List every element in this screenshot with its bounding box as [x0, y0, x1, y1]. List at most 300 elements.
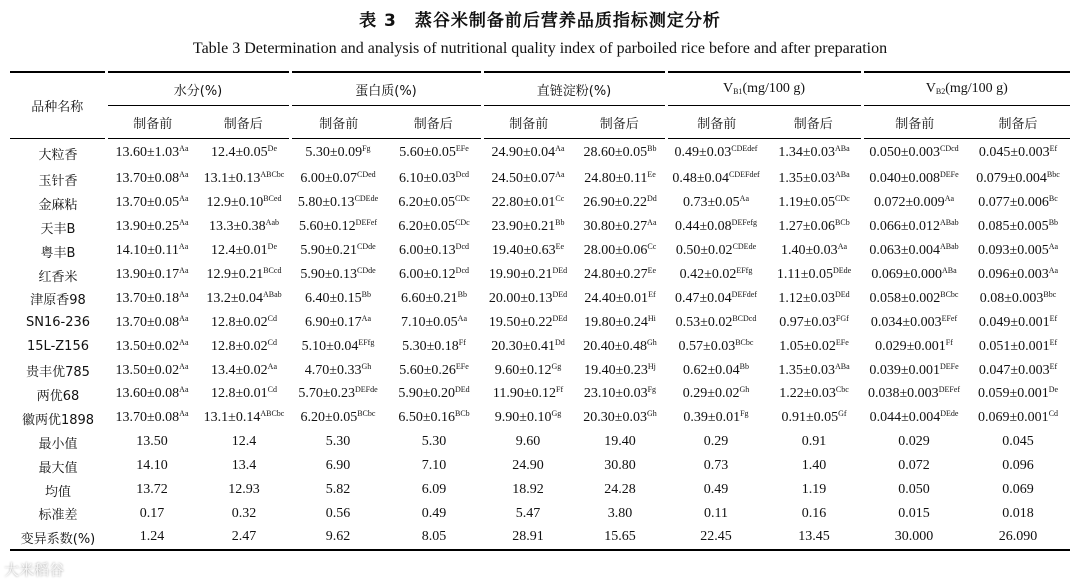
significance-letters: CDde	[357, 266, 376, 275]
mean-sd-value: 0.91±0.05	[781, 410, 839, 426]
mean-sd-value: 5.60±0.26	[399, 362, 456, 378]
mean-sd-value: 0.97±0.03	[779, 314, 836, 330]
variety-name-cell: SN16-236	[25, 315, 91, 331]
significance-letters: ABab	[940, 218, 959, 228]
mean-sd-value: 24.80±0.27	[583, 267, 648, 282]
vb1-symbol: V	[722, 81, 734, 96]
significance-letters: Aa	[179, 409, 189, 419]
amylose-after-cell	[574, 287, 666, 311]
mean-sd-value: 1.35±0.03	[778, 362, 836, 378]
mean-sd-value: 0.08±0.003	[979, 290, 1044, 306]
statistics-row	[10, 502, 1070, 526]
moisture-after-cell	[198, 191, 290, 215]
vb2-before-statistic-cell: 30.000	[862, 526, 966, 550]
significance-letters: Aa	[555, 170, 565, 180]
amylose-after-cell	[574, 311, 666, 335]
significance-letters: Aa	[179, 144, 189, 154]
mean-sd-value: 5.30±0.09	[305, 145, 363, 161]
mean-sd-value: 5.80±0.13	[297, 195, 355, 211]
vb1-before-header: 制备前	[666, 106, 766, 139]
mean-sd-value: 6.00±0.07	[300, 171, 357, 187]
mean-sd-value: 0.034±0.003	[870, 314, 942, 330]
protein-after-statistic-cell: 0.49	[421, 505, 447, 521]
moisture-before-cell	[106, 383, 198, 407]
mean-sd-value: 13.1±0.13	[203, 171, 261, 187]
significance-letters: BCbc	[357, 409, 376, 419]
significance-letters: Gg	[551, 361, 562, 371]
significance-letters: Ee	[555, 242, 565, 252]
statistic-name-cell: 最大值	[38, 460, 78, 476]
significance-letters: DEde	[940, 409, 959, 419]
vb1-before-cell	[666, 191, 766, 215]
vb2-after-cell	[966, 287, 1070, 311]
vb1-after-statistic-cell: 0.91	[801, 434, 827, 450]
vb2-before-statistic-cell: 0.015	[898, 505, 930, 521]
moisture-before-cell	[106, 239, 198, 263]
vb2-before-cell	[862, 359, 966, 383]
vb2-before-cell	[862, 406, 966, 430]
vb1-before-cell	[666, 168, 766, 192]
mean-sd-value: 19.50±0.22	[488, 314, 553, 330]
vb1-after-cell	[766, 239, 862, 263]
significance-letters: DEFef	[355, 218, 377, 228]
moisture-before-cell	[106, 359, 198, 383]
significance-letters: Cc	[555, 194, 565, 204]
table-row	[10, 263, 1070, 287]
significance-letters: Bb	[647, 144, 657, 154]
moisture-before-statistic-cell: 1.24	[106, 526, 198, 550]
moisture-after-cell	[198, 383, 290, 407]
watermark: 大米稻谷	[4, 561, 65, 579]
vb2-after-statistic-cell: 0.096	[1002, 458, 1034, 474]
amylose-after-statistic-cell: 15.65	[574, 526, 666, 550]
mean-sd-value: 1.19±0.05	[778, 195, 836, 211]
vb2-before-cell	[862, 239, 966, 263]
vb2-after-statistic-cell: 0.018	[1002, 505, 1034, 521]
significance-letters: Aa	[1048, 242, 1059, 252]
significance-letters: De	[267, 144, 277, 154]
mean-sd-value: 7.10±0.05	[400, 314, 458, 330]
mean-sd-value: 0.62±0.04	[682, 362, 740, 378]
amylose-before-cell	[482, 168, 574, 192]
protein-group-header: 蛋白质(%)	[290, 72, 482, 106]
mean-sd-value: 6.10±0.03	[398, 171, 456, 187]
moisture-after-cell	[198, 287, 290, 311]
amylose-before-cell	[482, 359, 574, 383]
mean-sd-value: 20.30±0.41	[491, 338, 555, 354]
amylose-after-cell	[574, 406, 666, 430]
mean-sd-value: 0.051±0.001	[978, 338, 1050, 354]
protein-before-header: 制备前	[290, 106, 386, 139]
vb1-before-cell	[666, 383, 766, 407]
significance-letters: DEFef	[938, 385, 961, 395]
vb1-subscript: B1	[733, 87, 743, 96]
moisture-after-cell	[198, 139, 290, 168]
mean-sd-value: 0.063±0.004	[869, 243, 941, 259]
significance-letters: Ee	[647, 170, 656, 180]
vb2-after-header: 制备后	[966, 106, 1070, 139]
moisture-after-cell	[198, 311, 290, 335]
significance-letters: Bb	[1048, 218, 1059, 228]
amylose-before-cell	[482, 139, 574, 168]
vb1-after-cell	[766, 139, 862, 168]
statistic-name-cell: 标准差	[38, 508, 78, 524]
mean-sd-value: 1.05±0.02	[779, 338, 836, 354]
amylose-after-statistic-cell: 3.80	[607, 505, 633, 521]
significance-letters: Aa	[944, 194, 955, 204]
moisture-after-cell	[198, 168, 290, 192]
protein-before-statistic-cell: 5.82	[325, 482, 351, 498]
significance-letters: Dcd	[455, 170, 469, 180]
vb2-before-cell	[862, 383, 966, 407]
mean-sd-value: 0.058±0.002	[869, 290, 941, 306]
moisture-after-cell	[198, 263, 290, 287]
significance-letters: Ef	[1049, 144, 1058, 154]
vb1-before-cell	[666, 359, 766, 383]
amylose-before-cell	[482, 287, 574, 311]
mean-sd-value: 13.70±0.08	[115, 410, 180, 426]
protein-after-statistic-cell: 8.05	[386, 526, 482, 550]
vb2-after-cell	[966, 139, 1070, 168]
statistics-row	[10, 454, 1070, 478]
vb2-after-cell	[966, 406, 1070, 430]
vb1-after-cell	[766, 359, 862, 383]
significance-letters: DEFdef	[731, 289, 757, 299]
protein-after-cell	[386, 215, 482, 239]
protein-before-statistic-cell: 9.62	[290, 526, 386, 550]
significance-letters: EFef	[941, 313, 958, 323]
amylose-before-cell	[482, 406, 574, 430]
vb2-before-cell	[862, 311, 966, 335]
amylose-before-cell	[482, 239, 574, 263]
significance-letters: Gh	[361, 361, 372, 371]
amylose-before-statistic-cell: 9.60	[515, 434, 541, 450]
significance-letters: ABa	[835, 170, 850, 180]
mean-sd-value: 0.50±0.02	[675, 243, 733, 259]
significance-letters: Ff	[458, 337, 466, 347]
significance-letters: Aa	[267, 361, 277, 371]
protein-after-statistic-cell: 6.09	[421, 482, 447, 498]
mean-sd-value: 26.90±0.22	[583, 195, 647, 211]
significance-letters: Aa	[179, 361, 189, 371]
mean-sd-value: 19.80±0.24	[584, 314, 648, 330]
vb1-before-statistic-cell: 0.29	[703, 434, 729, 450]
mean-sd-value: 13.4±0.02	[210, 362, 268, 378]
protein-before-cell	[290, 191, 386, 215]
significance-letters: Gh	[646, 409, 657, 419]
amylose-before-cell	[482, 263, 574, 287]
significance-letters: Aa	[837, 242, 848, 252]
protein-before-cell	[290, 139, 386, 168]
table-row	[10, 383, 1070, 407]
significance-letters: DEd	[455, 385, 470, 395]
mean-sd-value: 0.040±0.008	[869, 171, 941, 187]
amylose-before-statistic-cell: 18.92	[512, 482, 544, 498]
significance-letters: Aa	[179, 289, 189, 299]
protein-before-cell	[290, 359, 386, 383]
mean-sd-value: 30.80±0.27	[583, 219, 648, 235]
significance-letters: Aa	[179, 337, 189, 347]
mean-sd-value: 5.70±0.23	[298, 386, 355, 402]
significance-letters: CDc	[835, 194, 850, 204]
table-title-chinese: 表 3 蒸谷米制备前后营养品质指标测定分析	[359, 11, 721, 31]
statistic-name-cell: 最小值	[38, 436, 78, 452]
significance-letters: Fg	[362, 144, 371, 154]
significance-letters: Aa	[361, 313, 371, 323]
amylose-after-cell	[574, 239, 666, 263]
mean-sd-value: 1.34±0.03	[778, 145, 836, 161]
protein-after-cell	[386, 335, 482, 359]
statistics-row	[10, 526, 1070, 550]
mean-sd-value: 13.60±0.08	[115, 386, 180, 402]
mean-sd-value: 1.22±0.03	[779, 386, 836, 402]
moisture-before-statistic-cell: 0.17	[139, 505, 165, 521]
mean-sd-value: 24.80±0.11	[584, 171, 648, 187]
moisture-before-header: 制备前	[106, 106, 198, 139]
protein-before-statistic-cell: 6.90	[325, 458, 351, 474]
significance-letters: BCb	[835, 218, 850, 228]
mean-sd-value: 1.40±0.03	[781, 243, 838, 259]
protein-after-cell	[386, 139, 482, 168]
significance-letters: EFe	[455, 361, 469, 371]
significance-letters: Aa	[178, 242, 189, 252]
significance-letters: DEd	[552, 266, 568, 275]
variety-name-cell: 两优68	[36, 388, 80, 404]
mean-sd-value: 0.57±0.03	[678, 338, 736, 354]
mean-sd-value: 0.049±0.001	[978, 314, 1050, 330]
significance-letters: BCcd	[263, 266, 282, 275]
table-row	[10, 215, 1070, 239]
table-row	[10, 191, 1070, 215]
mean-sd-value: 0.47±0.04	[674, 290, 732, 306]
mean-sd-value: 1.27±0.06	[778, 219, 836, 235]
variety-name-cell: 津原香98	[30, 293, 86, 309]
amylose-after-cell	[574, 263, 666, 287]
mean-sd-value: 0.072±0.009	[874, 195, 945, 211]
vb2-subscript: B2	[935, 87, 946, 96]
significance-letters: Aa	[739, 194, 749, 204]
mean-sd-value: 4.70±0.33	[304, 362, 362, 378]
significance-letters: Aa	[555, 144, 565, 154]
vb2-after-statistic-cell: 26.090	[966, 526, 1070, 550]
vb2-before-cell	[862, 139, 966, 168]
moisture-after-statistic-cell: 12.4	[231, 434, 257, 450]
vb2-group-header	[862, 72, 1070, 106]
protein-before-cell	[290, 287, 386, 311]
vb2-after-cell	[966, 359, 1070, 383]
significance-letters: BCbc	[940, 289, 959, 299]
mean-sd-value: 0.44±0.08	[674, 219, 732, 235]
mean-sd-value: 9.60±0.12	[494, 362, 552, 378]
variety-name-cell: 玉针香	[38, 173, 78, 189]
significance-letters: ABCbc	[260, 409, 285, 419]
moisture-after-statistic-cell: 0.32	[231, 505, 257, 521]
mean-sd-value: 5.90±0.21	[300, 243, 357, 259]
moisture-before-cell	[106, 287, 198, 311]
significance-letters: Aa	[647, 218, 657, 228]
mean-sd-value: 6.40±0.15	[304, 290, 362, 306]
significance-letters: Ef	[1049, 361, 1058, 371]
mean-sd-value: 6.90±0.17	[304, 314, 362, 330]
significance-letters: Gf	[838, 409, 847, 419]
variety-name-cell: 金麻粘	[38, 197, 78, 213]
mean-sd-value: 28.00±0.06	[583, 243, 648, 259]
vb2-before-cell	[862, 263, 966, 287]
significance-letters: Cbc	[835, 385, 849, 395]
mean-sd-value: 12.4±0.05	[210, 145, 268, 161]
significance-letters: Cd	[267, 337, 278, 347]
significance-letters: ABa	[835, 144, 850, 154]
significance-letters: Ef	[648, 289, 656, 299]
significance-letters: Gh	[646, 337, 657, 347]
mean-sd-value: 0.42±0.02	[679, 267, 737, 282]
variety-name-cell: 徽两优1898	[21, 412, 95, 428]
mean-sd-value: 0.069±0.000	[871, 267, 943, 282]
significance-letters: Cd	[267, 385, 278, 395]
statistics-row	[10, 478, 1070, 502]
mean-sd-value: 24.90±0.04	[491, 145, 556, 161]
mean-sd-value: 0.059±0.001	[978, 386, 1049, 402]
mean-sd-value: 0.48±0.04	[672, 171, 729, 187]
mean-sd-value: 0.050±0.003	[869, 145, 941, 161]
mean-sd-value: 6.20±0.05	[398, 195, 455, 211]
significance-letters: Bbc	[1046, 170, 1060, 180]
amylose-after-cell	[574, 335, 666, 359]
significance-letters: ABab	[940, 242, 959, 252]
mean-sd-value: 0.093±0.005	[978, 243, 1049, 259]
amylose-before-cell	[482, 335, 574, 359]
significance-letters: Aab	[265, 218, 279, 228]
table-row	[10, 335, 1070, 359]
mean-sd-value: 11.90±0.12	[492, 386, 557, 402]
variety-name-cell: 大粒香	[38, 147, 78, 163]
protein-after-statistic-cell: 7.10	[421, 458, 447, 474]
significance-letters: ABa	[942, 266, 957, 275]
significance-letters: Dd	[646, 194, 657, 204]
moisture-after-statistic-cell: 13.4	[231, 458, 257, 474]
vb2-before-statistic-cell: 0.072	[898, 458, 930, 474]
significance-letters: CDc	[455, 194, 470, 204]
mean-sd-value: 13.70±0.18	[115, 290, 180, 306]
table-row	[10, 287, 1070, 311]
significance-letters: DEd	[552, 313, 568, 323]
protein-after-header: 制备后	[386, 106, 482, 139]
amylose-group-header: 直链淀粉(%)	[482, 72, 666, 106]
moisture-before-cell	[106, 191, 198, 215]
protein-before-cell	[290, 335, 386, 359]
mean-sd-value: 12.8±0.02	[210, 314, 268, 330]
protein-after-cell	[386, 311, 482, 335]
amylose-after-statistic-cell: 24.28	[604, 482, 636, 498]
mean-sd-value: 0.044±0.004	[869, 410, 941, 426]
moisture-after-cell	[198, 335, 290, 359]
vb1-after-cell	[766, 263, 862, 287]
protein-before-cell	[290, 168, 386, 192]
vb1-after-cell	[766, 191, 862, 215]
protein-before-statistic-cell: 0.56	[325, 505, 351, 521]
amylose-after-statistic-cell: 19.40	[604, 434, 636, 450]
vb2-before-statistic-cell: 0.029	[898, 434, 930, 450]
significance-letters: Ee	[647, 266, 657, 275]
significance-letters: Aa	[179, 313, 189, 323]
amylose-before-statistic-cell: 24.90	[512, 458, 544, 474]
vb2-before-header: 制备前	[862, 106, 966, 139]
significance-letters: DEd	[552, 289, 568, 299]
mean-sd-value: 14.10±0.11	[115, 243, 179, 259]
protein-before-cell	[290, 383, 386, 407]
mean-sd-value: 13.2±0.04	[206, 290, 263, 306]
significance-letters: Fg	[740, 409, 749, 419]
amylose-after-header: 制备后	[574, 106, 666, 139]
table-row	[10, 239, 1070, 263]
protein-after-cell	[386, 191, 482, 215]
vb2-after-cell	[966, 215, 1070, 239]
protein-before-cell	[290, 239, 386, 263]
vb1-before-statistic-cell: 0.73	[703, 458, 729, 474]
variety-name-cell: 15L-Z156	[27, 339, 89, 355]
variety-column-header: 品种名称	[10, 72, 106, 139]
protein-after-cell	[386, 287, 482, 311]
vb2-before-cell	[862, 287, 966, 311]
vb1-after-statistic-cell: 0.16	[801, 505, 827, 521]
protein-after-cell	[386, 168, 482, 192]
vb2-before-statistic-cell: 0.050	[898, 482, 930, 498]
vb1-before-cell	[666, 263, 766, 287]
protein-after-cell	[386, 263, 482, 287]
mean-sd-value: 1.12±0.03	[778, 290, 836, 306]
mean-sd-value: 9.90±0.10	[494, 410, 552, 426]
vb1-before-cell	[666, 287, 766, 311]
mean-sd-value: 1.11±0.05	[776, 267, 833, 282]
significance-letters: Dd	[554, 337, 565, 347]
significance-letters: EFfg	[358, 337, 375, 347]
mean-sd-value: 12.9±0.21	[206, 267, 264, 282]
significance-letters: CDcd	[940, 144, 959, 154]
statistic-name-cell: 均值	[44, 484, 71, 500]
moisture-before-cell	[106, 406, 198, 430]
significance-letters: Gh	[739, 385, 750, 395]
significance-letters: BCb	[455, 409, 470, 419]
moisture-before-cell	[106, 311, 198, 335]
significance-letters: ABa	[835, 361, 850, 371]
significance-letters: Bb	[739, 361, 750, 371]
table-title-english: Table 3 Determination and analysis of nutritional quality index of parboiled rice before and after preparation	[192, 40, 888, 57]
mean-sd-value: 13.3±0.38	[208, 219, 266, 235]
significance-letters: CDEdef	[731, 144, 758, 154]
significance-letters: FGf	[835, 313, 849, 323]
moisture-before-cell	[106, 168, 198, 192]
mean-sd-value: 23.10±0.03	[583, 386, 648, 402]
table-row	[10, 168, 1070, 192]
significance-letters: De	[1048, 385, 1059, 395]
mean-sd-value: 5.90±0.20	[398, 386, 455, 402]
vb1-after-statistic-cell: 1.40	[801, 458, 827, 474]
table-row	[10, 359, 1070, 383]
vb1-before-cell	[666, 139, 766, 168]
mean-sd-value: 6.60±0.21	[400, 290, 458, 306]
mean-sd-value: 13.70±0.08	[115, 171, 180, 187]
mean-sd-value: 22.80±0.01	[491, 195, 556, 211]
table-row	[10, 139, 1070, 168]
vb2-after-statistic-cell: 0.045	[1002, 434, 1034, 450]
mean-sd-value: 0.047±0.003	[978, 362, 1050, 378]
significance-letters: Aa	[457, 313, 467, 323]
protein-after-cell	[386, 383, 482, 407]
moisture-after-statistic-cell: 12.93	[228, 482, 260, 498]
amylose-after-cell	[574, 359, 666, 383]
significance-letters: Ff	[556, 385, 564, 395]
moisture-group-header: 水分(%)	[106, 72, 290, 106]
